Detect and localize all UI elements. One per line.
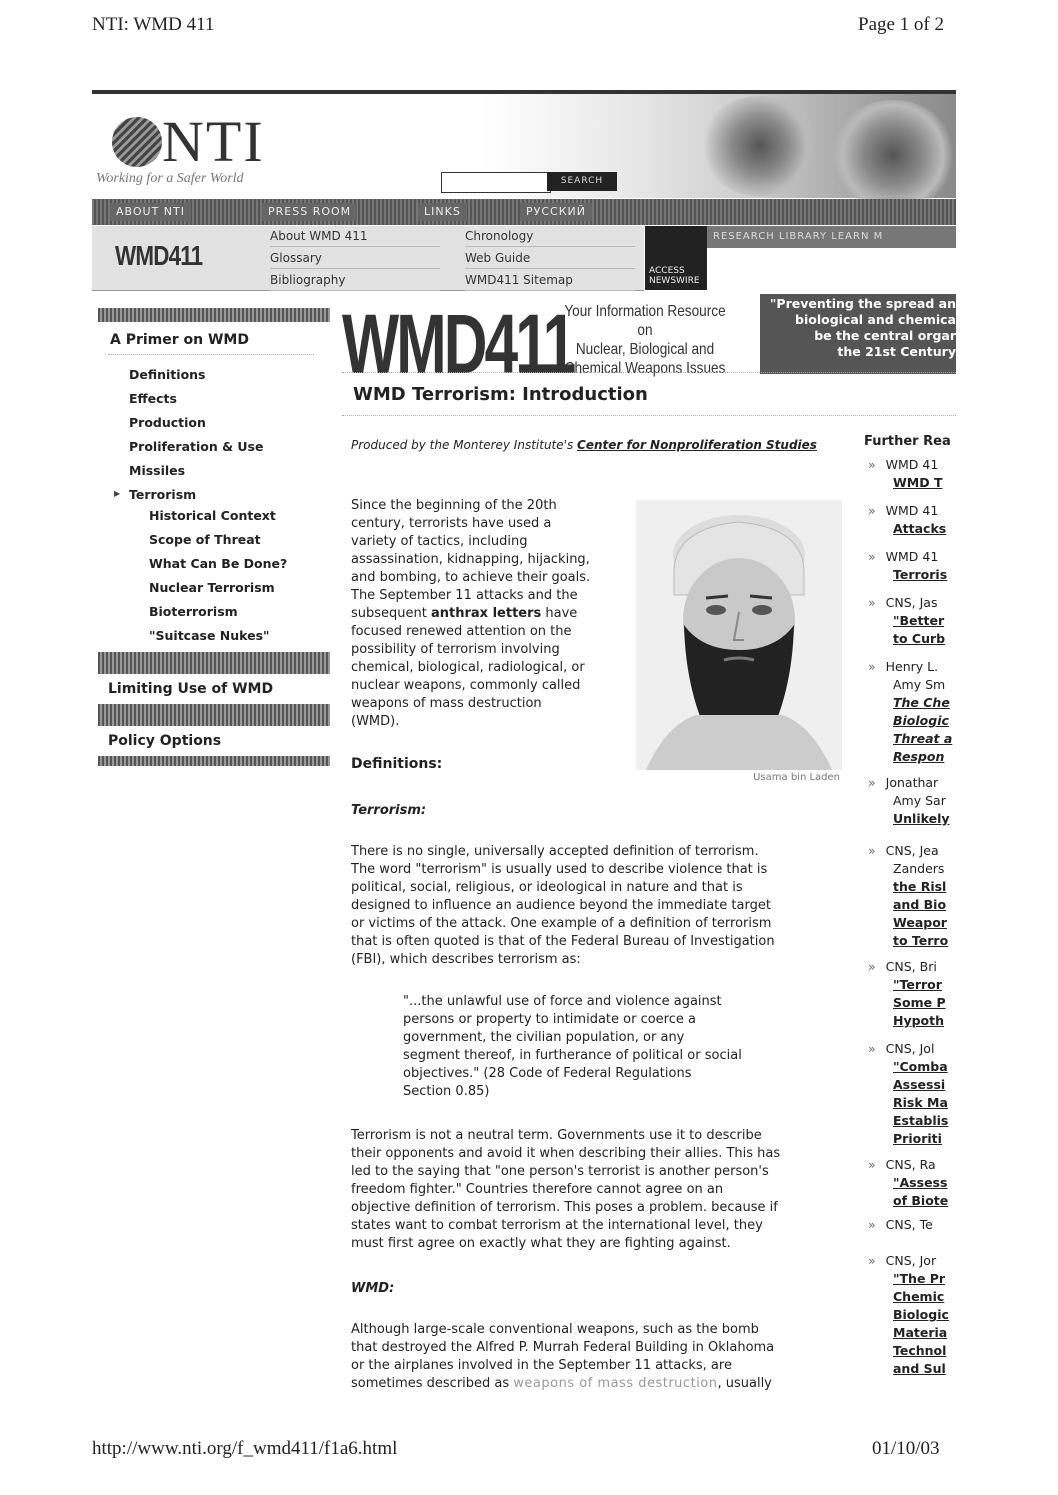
further-reading-text: Jonathar bbox=[885, 775, 939, 790]
intro-prefix: subsequent bbox=[351, 606, 431, 621]
para-line: or the airplanes involved in the September 11 attacks, are bbox=[351, 1358, 732, 1373]
double-chevron-icon: » bbox=[868, 595, 876, 610]
para-line: Terrorism is not a neutral term. Governments use it to describe bbox=[351, 1128, 762, 1143]
sidebar-item-definitions[interactable]: Definitions bbox=[129, 367, 206, 382]
para-line: freedom fighter." Countries therefore cannot agree on an bbox=[351, 1182, 724, 1197]
title-divider bbox=[342, 415, 956, 416]
terrorism-paragraph bbox=[351, 843, 851, 969]
photo-caption: Usama bin Laden bbox=[753, 772, 840, 783]
further-reading-link[interactable]: Biologic bbox=[893, 713, 949, 728]
article-credit bbox=[351, 436, 831, 454]
wmd-link[interactable]: weapons of mass destruction bbox=[513, 1376, 718, 1391]
nav-about-nti[interactable]: ABOUT NTI bbox=[110, 203, 191, 221]
nti-globe-icon bbox=[112, 117, 162, 167]
research-library-bar[interactable] bbox=[707, 226, 956, 248]
further-reading-item[interactable] bbox=[868, 658, 956, 766]
subnav-about-wmd411[interactable]: About WMD 411 bbox=[270, 226, 440, 247]
sidebar-item-proliferation[interactable]: Proliferation & Use bbox=[129, 439, 264, 454]
further-reading-link[interactable]: Respon bbox=[893, 749, 945, 764]
para-line: that destroyed the Alfred P. Murrah Federal Building in Oklahoma bbox=[351, 1340, 775, 1355]
further-reading-text: WMD 41 bbox=[885, 457, 939, 472]
further-reading-link[interactable]: Unlikely bbox=[893, 811, 950, 826]
para-line: The word "terrorism" is usually used to describe violence that is bbox=[351, 862, 768, 877]
print-header-title: NTI: WMD 411 bbox=[92, 14, 215, 35]
double-chevron-icon: » bbox=[868, 1041, 876, 1056]
further-reading-item[interactable] bbox=[868, 958, 956, 1030]
intro-line: assassination, kidnapping, hijacking, bbox=[351, 552, 590, 567]
sidebar-policy-options[interactable]: Policy Options bbox=[108, 733, 222, 749]
intro-paragraph bbox=[351, 497, 633, 731]
further-reading-item[interactable] bbox=[868, 1252, 956, 1378]
double-chevron-icon: » bbox=[868, 959, 876, 974]
sidebar-divider bbox=[108, 354, 314, 355]
further-reading-text: WMD 41 bbox=[885, 503, 939, 518]
further-reading-text: Amy Sar bbox=[893, 793, 946, 808]
double-chevron-icon: » bbox=[868, 457, 876, 472]
further-reading-item[interactable] bbox=[868, 1216, 956, 1234]
sidebar-item-production[interactable]: Production bbox=[129, 415, 206, 430]
subnav-sitemap[interactable]: WMD411 Sitemap bbox=[465, 270, 635, 291]
sidebar-subitem-scope[interactable]: Scope of Threat bbox=[149, 532, 261, 547]
further-reading-link[interactable]: Terroris bbox=[893, 567, 948, 582]
para-line: There is no single, universally accepted definition of terrorism. bbox=[351, 844, 759, 859]
further-reading-link[interactable]: Technol bbox=[893, 1343, 947, 1358]
para-line: Although large-scale conventional weapons, such as the bomb bbox=[351, 1322, 759, 1337]
further-reading-link[interactable]: The Che bbox=[893, 695, 950, 710]
sidebar-bar-3 bbox=[98, 704, 330, 726]
sidebar-item-missiles[interactable]: Missiles bbox=[129, 463, 186, 478]
further-reading-link[interactable]: Assessi bbox=[893, 1077, 946, 1092]
para-line: states want to combat terrorism at the international level, they bbox=[351, 1218, 763, 1233]
hero-quote-line: the 21st Century bbox=[837, 344, 956, 359]
further-reading-link[interactable]: Risk Ma bbox=[893, 1095, 948, 1110]
print-header-page: Page 1 of 2 bbox=[858, 14, 945, 35]
wmd411-section-logo[interactable]: WMD411 bbox=[115, 240, 203, 271]
intro-line: (WMD). bbox=[351, 714, 400, 729]
wmd-suffix: , usually bbox=[717, 1376, 772, 1391]
further-reading-text: Henry L. bbox=[885, 659, 939, 674]
banner-flower-image-2 bbox=[830, 100, 956, 210]
quote-line: persons or property to intimidate or coerce a bbox=[403, 1012, 696, 1027]
hero-divider bbox=[342, 372, 956, 373]
newswire-label: NEWSWIRE bbox=[649, 276, 700, 286]
intro-line: chemical, biological, radiological, or bbox=[351, 660, 585, 675]
wmd-prefix: sometimes described as bbox=[351, 1376, 514, 1391]
sidebar-subitem-suitcase-nukes[interactable]: "Suitcase Nukes" bbox=[149, 628, 270, 643]
para-line: their opponents and avoid it when describing their allies. This has bbox=[351, 1146, 781, 1161]
hero-quote-line: biological and chemica bbox=[795, 312, 956, 327]
search-button[interactable]: SEARCH bbox=[547, 172, 617, 191]
hero-tagline bbox=[560, 302, 730, 378]
further-reading-link[interactable]: Chemic bbox=[893, 1289, 945, 1304]
fbi-quote bbox=[403, 993, 823, 1101]
double-chevron-icon: » bbox=[868, 1217, 876, 1232]
further-reading-link[interactable]: to Terro bbox=[893, 933, 949, 948]
nti-logo[interactable]: NTI bbox=[162, 109, 265, 174]
sidebar-bar-1 bbox=[98, 308, 330, 322]
further-reading-link[interactable]: "Better bbox=[893, 613, 945, 628]
further-reading-link[interactable]: WMD T bbox=[893, 475, 943, 490]
para-line bbox=[351, 1375, 851, 1393]
double-chevron-icon: » bbox=[868, 843, 876, 858]
intro-line: weapons of mass destruction bbox=[351, 696, 542, 711]
sidebar-subitem-nuclear-terrorism[interactable]: Nuclear Terrorism bbox=[149, 580, 275, 595]
further-reading-item[interactable] bbox=[868, 456, 956, 492]
further-reading-text: CNS, Jor bbox=[885, 1253, 937, 1268]
nti-tagline: Working for a Safer World bbox=[96, 171, 244, 186]
terrorism-heading: Terrorism: bbox=[351, 803, 427, 818]
further-reading-item[interactable] bbox=[868, 548, 956, 584]
further-reading-link[interactable]: Weapor bbox=[893, 915, 947, 930]
further-reading-link[interactable]: to Curb bbox=[893, 631, 946, 646]
further-reading-link[interactable]: Some P bbox=[893, 995, 946, 1010]
intro-suffix: have bbox=[541, 606, 578, 621]
subnav-glossary[interactable]: Glossary bbox=[270, 248, 440, 269]
banner-flower-image bbox=[700, 96, 820, 196]
intro-line: The September 11 attacks and the bbox=[351, 588, 578, 603]
wmd-heading: WMD: bbox=[351, 1281, 395, 1296]
further-reading-text: CNS, Te bbox=[885, 1217, 933, 1232]
further-reading-link[interactable]: Hypoth bbox=[893, 1013, 945, 1028]
further-reading-link[interactable]: Attacks bbox=[893, 521, 947, 536]
quote-line: objectives." (28 Code of Federal Regulations bbox=[403, 1066, 692, 1081]
access-newswire-button[interactable] bbox=[645, 226, 707, 290]
double-chevron-icon: » bbox=[868, 549, 876, 564]
sidebar-item-terrorism[interactable]: Terrorism bbox=[129, 487, 197, 502]
sidebar-item-effects[interactable]: Effects bbox=[129, 391, 177, 406]
research-library-label: RESEARCH LIBRARY LEARN M bbox=[713, 231, 884, 242]
triangle-right-icon: ▶ bbox=[114, 489, 121, 498]
nav-press-room[interactable]: PRESS ROOM bbox=[262, 203, 357, 221]
further-reading-link[interactable]: "Assess bbox=[893, 1175, 948, 1190]
neutral-term-paragraph bbox=[351, 1127, 851, 1253]
search-input[interactable] bbox=[441, 172, 551, 193]
further-reading-link[interactable]: the Risl bbox=[893, 879, 947, 894]
sidebar-subitem-historical-context[interactable]: Historical Context bbox=[149, 508, 276, 523]
para-line: led to the saying that "one person's terrorist is another person's bbox=[351, 1164, 769, 1179]
sidebar-bar-4 bbox=[98, 756, 330, 766]
wmd-paragraph bbox=[351, 1321, 851, 1393]
hero-quote-line: be the central orgar bbox=[814, 328, 956, 343]
credit-prefix: Produced by the Monterey Institute's bbox=[351, 438, 578, 452]
further-reading-text: Zanders bbox=[893, 861, 945, 876]
further-reading-text: WMD 41 bbox=[885, 549, 939, 564]
portrait-photo bbox=[636, 500, 842, 770]
further-reading-item[interactable] bbox=[868, 1156, 956, 1210]
anthrax-letters-link[interactable]: anthrax letters bbox=[431, 606, 542, 621]
further-reading-link[interactable]: "Terror bbox=[893, 977, 942, 992]
intro-line: century, terrorists have used a bbox=[351, 516, 552, 531]
further-reading-text: CNS, Ra bbox=[885, 1157, 936, 1172]
subnav-web-guide[interactable]: Web Guide bbox=[465, 248, 635, 269]
further-reading-link[interactable]: "The Pr bbox=[893, 1271, 946, 1286]
sidebar-primer-heading[interactable]: A Primer on WMD bbox=[110, 332, 249, 348]
sidebar-subitem-what-can-be-done[interactable]: What Can Be Done? bbox=[149, 556, 288, 571]
further-reading-link[interactable]: and Sul bbox=[893, 1361, 946, 1376]
definitions-heading: Definitions: bbox=[351, 756, 443, 772]
intro-line: and bombing, to achieve their goals. bbox=[351, 570, 591, 585]
para-line: or victims of the attack. One example of a definition of terrorism bbox=[351, 916, 772, 931]
further-reading-link[interactable]: Prioriti bbox=[893, 1131, 942, 1146]
para-line: political, social, religious, or ideological in nature and that is bbox=[351, 880, 743, 895]
sidebar-subitem-bioterrorism[interactable]: Bioterrorism bbox=[149, 604, 238, 619]
further-reading-item[interactable] bbox=[868, 594, 956, 648]
wmd411-hero-logo: WMD411 bbox=[342, 297, 574, 391]
further-reading-link[interactable]: "Comba bbox=[893, 1059, 948, 1074]
hero-quote-line: "Preventing the spread an bbox=[769, 296, 956, 311]
intro-line: Since the beginning of the 20th bbox=[351, 498, 557, 513]
further-reading-item[interactable] bbox=[868, 502, 956, 538]
further-reading-text: CNS, Jol bbox=[885, 1041, 935, 1056]
further-reading-link[interactable]: and Bio bbox=[893, 897, 947, 912]
quote-line: government, the civilian population, or any bbox=[403, 1030, 685, 1045]
hero-tagline-line: Nuclear, Biological and bbox=[575, 341, 715, 358]
intro-line: nuclear weapons, commonly called bbox=[351, 678, 581, 693]
nav-links[interactable]: LINKS bbox=[418, 203, 467, 221]
para-line: that is often quoted is that of the Federal Bureau of Investigation bbox=[351, 934, 775, 949]
sidebar-bar-2 bbox=[98, 652, 330, 674]
double-chevron-icon: » bbox=[868, 659, 876, 674]
further-reading-text: CNS, Jas bbox=[885, 595, 938, 610]
intro-line bbox=[351, 605, 633, 623]
quote-line: segment thereof, in furtherance of political or social bbox=[403, 1048, 742, 1063]
para-line: (FBI), which describes terrorism as: bbox=[351, 952, 581, 967]
further-reading-text: CNS, Bri bbox=[885, 959, 937, 974]
quote-line: "...the unlawful use of force and violence against bbox=[403, 994, 722, 1009]
intro-line: variety of tactics, including bbox=[351, 534, 528, 549]
subnav-bibliography[interactable]: Bibliography bbox=[270, 270, 440, 291]
para-line: must first agree on exactly what they are fighting against. bbox=[351, 1236, 731, 1251]
further-reading-link[interactable]: Materia bbox=[893, 1325, 948, 1340]
further-reading-heading: Further Rea bbox=[864, 434, 951, 449]
cns-link[interactable]: Center for Nonproliferation Studies bbox=[577, 438, 817, 452]
further-reading-link[interactable]: Threat a bbox=[893, 731, 953, 746]
hero-tagline-line: Your Information Resource on bbox=[564, 303, 726, 339]
intro-line: focused renewed attention on the bbox=[351, 624, 572, 639]
para-line: objective definition of terrorism. This poses a problem. because if bbox=[351, 1200, 778, 1215]
sidebar-limiting-use[interactable]: Limiting Use of WMD bbox=[108, 681, 274, 697]
quote-line: Section 0.85) bbox=[403, 1084, 490, 1099]
double-chevron-icon: » bbox=[868, 1157, 876, 1172]
double-chevron-icon: » bbox=[868, 1253, 876, 1268]
hero-tagline-line: Chemical Weapons Issues bbox=[564, 360, 726, 377]
further-reading-item[interactable] bbox=[868, 1040, 956, 1148]
further-reading-link[interactable]: Biologic bbox=[893, 1307, 949, 1322]
further-reading-item[interactable] bbox=[868, 842, 956, 950]
nav-russian[interactable]: РУССКИЙ bbox=[520, 203, 592, 221]
further-reading-link[interactable]: of Biote bbox=[893, 1193, 949, 1208]
subnav-chronology[interactable]: Chronology bbox=[465, 226, 635, 247]
further-reading-link[interactable]: Establis bbox=[893, 1113, 949, 1128]
double-chevron-icon: » bbox=[868, 503, 876, 518]
print-footer-date: 01/10/03 bbox=[872, 1438, 940, 1459]
further-reading-text: CNS, Jea bbox=[885, 843, 939, 858]
double-chevron-icon: » bbox=[868, 775, 876, 790]
para-line: designed to influence an audience beyond the immediate target bbox=[351, 898, 771, 913]
further-reading-item[interactable] bbox=[868, 774, 956, 828]
further-reading-text: Amy Sm bbox=[893, 677, 946, 692]
access-label: ACCESS bbox=[649, 266, 685, 276]
print-footer-url: http://www.nti.org/f_wmd411/f1a6.html bbox=[92, 1438, 398, 1459]
intro-line: possibility of terrorism involving bbox=[351, 642, 560, 657]
hero-quote-box bbox=[760, 294, 956, 374]
page-title: WMD Terrorism: Introduction bbox=[353, 384, 648, 405]
